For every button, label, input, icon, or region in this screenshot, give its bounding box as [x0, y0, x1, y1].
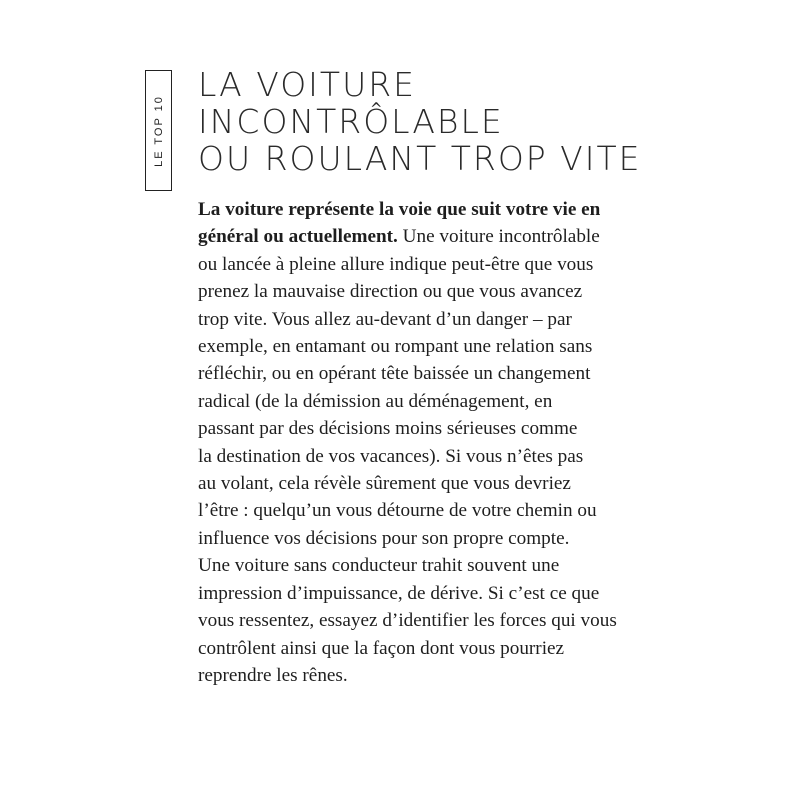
body-paragraph: [198, 196, 638, 689]
text-line: vous ressentez, essayez d’identifier les forces qui vous: [198, 610, 617, 632]
title-line-1: LA VOITURE: [198, 65, 416, 104]
text-line: reprendre les rênes.: [198, 664, 348, 686]
title-line-3: OU ROULANT TROP VITE: [198, 139, 642, 178]
lead-sentence-part-1: La voiture représente la voie que suit votre vie en: [198, 199, 601, 220]
text-line: [198, 223, 638, 250]
text-line: au volant, cela révèle sûrement que vous devriez: [198, 473, 571, 495]
page-title: [198, 66, 642, 177]
text-line: trop vite. Vous allez au-devant d’un danger – par: [198, 308, 572, 330]
section-tab: [145, 70, 172, 191]
text-line: ou lancée à pleine allure indique peut-être que vous: [198, 253, 594, 275]
title-line-2: INCONTRÔLABLE: [198, 102, 504, 141]
text-line: l’être : quelqu’un vous détourne de votre chemin ou: [198, 500, 597, 522]
text-line: la destination de vos vacances). Si vous n’êtes pas: [198, 445, 584, 467]
text-line: prenez la mauvaise direction ou que vous avancez: [198, 281, 583, 303]
section-tab-label: LE TOP 10: [152, 94, 165, 167]
text-line: réfléchir, ou en opérant tête baissée un changement: [198, 363, 591, 385]
text-line: [198, 196, 638, 223]
lead-sentence-part-2: général ou actuellement.: [198, 226, 398, 248]
text-line: impression d’impuissance, de dérive. Si c’est ce que: [198, 582, 600, 604]
text-line: Une voiture sans conducteur trahit souvent une: [198, 555, 560, 577]
text-line-rest: Une voiture incontrôlable: [397, 226, 600, 248]
text-line: exemple, en entamant ou rompant une relation sans: [198, 336, 593, 358]
text-line: radical (de la démission au déménagement, en: [198, 390, 553, 412]
text-line: influence vos décisions pour son propre compte.: [198, 527, 570, 549]
text-line: passant par des décisions moins sérieuses comme: [198, 418, 578, 440]
text-line: contrôlent ainsi que la façon dont vous pourriez: [198, 637, 565, 659]
